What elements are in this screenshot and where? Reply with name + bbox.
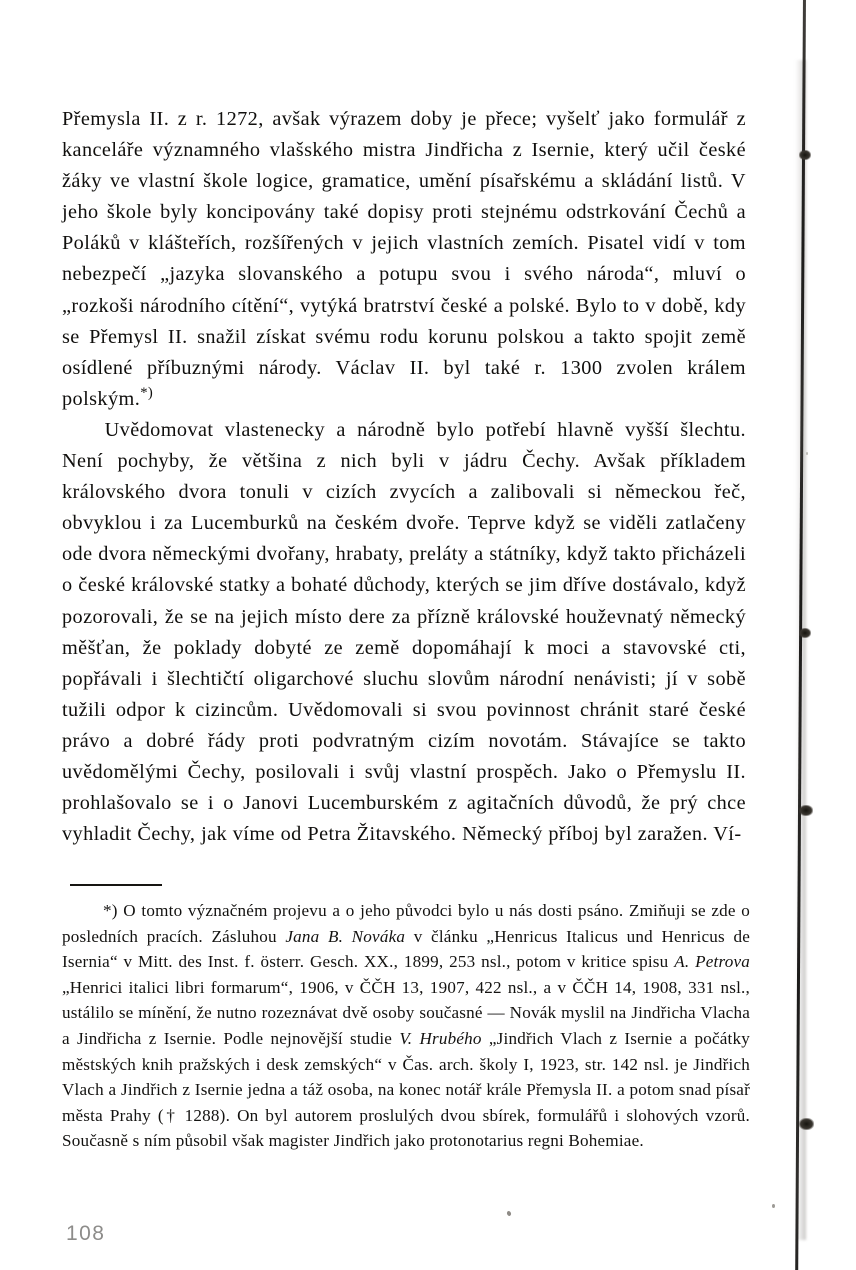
paragraph-uvedomovat: Uvědomovat vlastenecky a národně bylo potřebí hlavně vyšší šlechtu. Není pochyby, že většina z nich byli v jádru Čechy. Avšak příkladem královského dvora tonuli v cizích zvycích a zalibovali si německou řeč, obvyklou i za Lucemburků na českém dvoře. Teprve když se viděli zatlačeny ode dvora německými dvořany, hrabaty, preláty a státníky, když takto přicházeli o české královské statky a bohaté důchody, kterých se jim dříve dostávalo, když pozorovali, že se na jejich místo dere za přízně královské houževnatý německý měšťan, že poklady dobyté ze země dopomáhají k moci a stavovské cti, popřávali i šlechtičtí oligarchové sluchu slovům národní nenávisti; jí v sobě tužili odpor k cizincům. Uvědomovali si svou povinnost chránit staré české právo a dobré řády proti podvratným cizím novotám. Stávajíce se takto uvědomělými Čechy, posilovali i svůj vlastní prospěch. Jako o Přemyslu II. prohlašovalo se i o Janovi Lucemburském z agitačních důvodů, že prý chce vyhladit Čechy, jak víme od Petra Žitavského. Německý příboj byl zaražen. Ví- bbox=[62, 418, 746, 846]
footnote-block bbox=[62, 898, 750, 1154]
binding-edge-nick bbox=[799, 1118, 814, 1130]
binding-edge-nick bbox=[799, 150, 811, 160]
binding-edge-nick bbox=[799, 628, 811, 638]
footnote-segment-5-italic: V. Hrubého bbox=[399, 1028, 482, 1048]
paper-speck bbox=[772, 1204, 775, 1208]
footnote-segment-0: *) O tomto význačném projevu a o jeho původci bylo u nás dosti psáno. Zmiňuji se zde o posledních pracích. Zásluhou bbox=[62, 901, 750, 946]
paragraph-continued bbox=[62, 104, 746, 415]
footnote-marker-reference: *) bbox=[140, 385, 154, 402]
binding-edge-line bbox=[795, 0, 806, 1270]
footnote-paragraph bbox=[62, 898, 750, 1154]
footnote-segment-2: v článku „Henricus Italicus und Henricus de Isernia“ v Mitt. des Inst. f. österr. Gesch. XX., 1899, 253 nsl., potom v kritice spisu bbox=[62, 926, 750, 972]
body-text-column bbox=[62, 104, 746, 850]
binding-edge-nick bbox=[799, 805, 813, 816]
footnote-segment-3-italic: A. Petrova bbox=[674, 952, 750, 972]
binding-edge-shadow bbox=[795, 60, 806, 1240]
footnote-segment-6: „Jindřich Vlach z Isernie a počátky městských knih pražských i desk zemských“ v Čas. arch. školy I, 1923, str. 142 nsl. je Jindřich Vlach a Jindřich z Isernie jedna a táž osoba, na konec notář krále Přemysla II. a potom snad písař města Prahy († 1288). On byl autorem proslulých dvou sbírek, formulářů i slohových vzorů. Současně s ním působil však magister Jindřich jako protonotarius regni Bohemiae. bbox=[62, 1028, 751, 1151]
footnote-separator-rule bbox=[70, 884, 162, 886]
page-binding-edge-artifact bbox=[793, 0, 815, 1270]
footnote-segment-4: „Henrici italici libri formarum“, 1906, v ČČH 13, 1907, 422 nsl., a v ČČH 14, 1908, 331 nsl., ustálilo se mínění, že nutno rozeznávat dvě osoby současné — Novák myslil na Jindřicha Vlacha a Jindřicha z Isernie. Podle nejnovější studie bbox=[62, 977, 750, 1048]
paragraph-continued-text: Přemysla II. z r. 1272, avšak výrazem doby je přece; vyšelť jako formulář z kanceláře významného vlašského mistra Jindřicha z Isernie, který učil české žáky ve vlastní škole logice, gramatice, umění písařskému a skládání listů. V jeho škole byly koncipovány také dopisy proti stejnému odstrkování Čechů a Poláků v klášteřích, rozšířených v jejich vlastních zemích. Pisatel vidí v tom nebezpečí „jazyka slovanského a potupu svou i svého národa“, mluví o „rozkoši národního cítění“, vytýká bratrství české a polské. Bylo to v době, kdy se Přemysl II. snažil získat svému rodu korunu polskou a takto spojit země osídlené příbuznými národy. Václav II. byl také r. 1300 zvolen králem polským. bbox=[62, 108, 746, 410]
paper-speck bbox=[506, 1210, 511, 1216]
paper-speck bbox=[806, 452, 808, 455]
footnote-segment-1-italic: Jana B. Nováka bbox=[285, 926, 406, 946]
page-number: 108 bbox=[66, 1222, 106, 1245]
